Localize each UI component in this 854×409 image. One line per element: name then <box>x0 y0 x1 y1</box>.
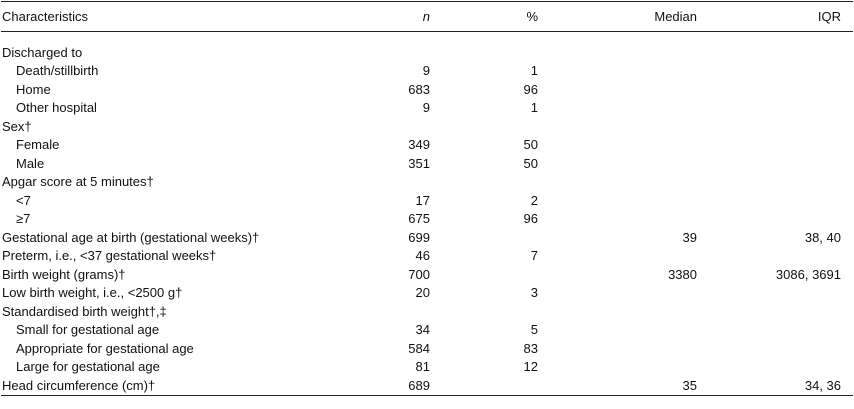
cell-iqr <box>704 155 853 174</box>
cell-iqr <box>704 210 853 229</box>
row-label: Standardised birth weight†,‡ <box>2 303 167 319</box>
cell-iqr <box>704 247 853 266</box>
table-row <box>1 99 853 118</box>
cell-n: 349 <box>408 137 430 153</box>
header-n: n <box>288 2 432 32</box>
cell-median <box>540 173 704 192</box>
cell-percent: 7 <box>530 248 538 264</box>
cell-iqr <box>704 44 853 63</box>
cell-n: 9 <box>422 100 430 116</box>
row-label: Home <box>16 81 51 97</box>
row-label: Male <box>16 155 45 171</box>
cell-percent <box>432 44 540 63</box>
characteristics-table <box>1 1 853 396</box>
row-label: Large for gestational age <box>16 359 160 375</box>
cell-percent <box>432 266 540 285</box>
cell-n: 46 <box>415 248 430 264</box>
table-row <box>1 303 853 322</box>
table-row <box>1 377 853 396</box>
header-percent: % <box>432 2 540 32</box>
cell-n: 689 <box>288 377 432 396</box>
table-row <box>1 321 853 340</box>
cell-n: 683 <box>408 81 430 97</box>
row-label: Discharged to <box>2 44 83 60</box>
row-label: Death/stillbirth <box>16 63 99 79</box>
cell-n: 9 <box>422 63 430 79</box>
row-label: Appropriate for gestational age <box>16 340 194 356</box>
cell-percent: 5 <box>530 322 538 338</box>
cell-n <box>288 44 432 63</box>
table-row <box>1 118 853 137</box>
row-label: ≥7 <box>16 211 31 227</box>
cell-median <box>540 81 704 100</box>
table-row <box>1 284 853 303</box>
cell-iqr <box>704 303 853 322</box>
cell-percent <box>432 229 540 248</box>
table-row <box>1 155 853 174</box>
row-label: Low birth weight, i.e., <2500 g† <box>2 285 183 301</box>
cell-iqr: 34, 36 <box>704 377 853 396</box>
cell-n <box>288 118 432 137</box>
cell-n: 699 <box>408 229 430 245</box>
row-label: Head circumference (cm)† <box>1 377 288 396</box>
table-row <box>1 247 853 266</box>
cell-percent <box>432 173 540 192</box>
cell-median <box>540 303 704 322</box>
cell-percent: 50 <box>523 155 538 171</box>
table-row <box>1 266 853 285</box>
table-row <box>1 44 853 63</box>
cell-median <box>540 247 704 266</box>
table-body <box>1 32 853 396</box>
cell-n: 700 <box>408 266 430 282</box>
cell-median <box>540 118 704 137</box>
header-iqr: IQR <box>704 2 853 32</box>
table-row <box>1 210 853 229</box>
cell-percent <box>432 377 540 396</box>
cell-n: 20 <box>415 285 430 301</box>
cell-percent: 2 <box>530 192 538 208</box>
table-header <box>1 2 853 32</box>
table-row <box>1 340 853 359</box>
row-label: Preterm, i.e., <37 gestational weeks† <box>2 248 217 264</box>
cell-iqr <box>704 192 853 211</box>
header-median: Median <box>540 2 704 32</box>
cell-n: 351 <box>408 155 430 171</box>
table-row <box>1 62 853 81</box>
table-row <box>1 358 853 377</box>
table-row <box>1 173 853 192</box>
cell-iqr <box>704 321 853 340</box>
cell-n: 584 <box>408 340 430 356</box>
cell-median <box>540 284 704 303</box>
row-label: Sex† <box>2 118 32 134</box>
cell-iqr <box>704 136 853 155</box>
cell-median <box>540 44 704 63</box>
header-row <box>1 2 853 32</box>
cell-n <box>288 173 432 192</box>
cell-iqr <box>704 358 853 377</box>
cell-iqr <box>704 284 853 303</box>
cell-median <box>540 136 704 155</box>
cell-n: 34 <box>415 322 430 338</box>
cell-iqr: 38, 40 <box>804 229 841 245</box>
cell-percent: 83 <box>523 340 538 356</box>
cell-iqr <box>704 340 853 359</box>
cell-median <box>540 155 704 174</box>
cell-percent: 1 <box>530 100 538 116</box>
cell-iqr <box>704 118 853 137</box>
cell-iqr <box>704 99 853 118</box>
cell-median <box>540 340 704 359</box>
cell-iqr <box>704 62 853 81</box>
cell-percent: 12 <box>523 359 538 375</box>
cell-median <box>540 321 704 340</box>
table-row <box>1 192 853 211</box>
cell-median <box>540 62 704 81</box>
row-label: Gestational age at birth (gestational weeks)† <box>2 229 260 245</box>
cell-percent <box>432 118 540 137</box>
cell-percent: 50 <box>523 137 538 153</box>
cell-median: 3380 <box>668 266 697 282</box>
cell-percent: 1 <box>530 63 538 79</box>
table-row <box>1 81 853 100</box>
cell-median: 39 <box>682 229 697 245</box>
cell-median <box>540 358 704 377</box>
cell-median <box>540 210 704 229</box>
cell-median <box>540 192 704 211</box>
cell-n: 17 <box>415 192 430 208</box>
cell-percent: 96 <box>523 211 538 227</box>
cell-median <box>540 99 704 118</box>
row-label: Other hospital <box>16 100 97 116</box>
data-table <box>1 1 853 396</box>
row-label: <7 <box>16 192 31 208</box>
cell-n <box>288 303 432 322</box>
cell-n: 675 <box>408 211 430 227</box>
row-label: Small for gestational age <box>16 322 160 338</box>
row-label: Birth weight (grams)† <box>2 266 126 282</box>
cell-iqr: 3086, 3691 <box>775 266 841 282</box>
cell-iqr <box>704 81 853 100</box>
row-label: Apgar score at 5 minutes† <box>2 174 154 190</box>
cell-percent: 96 <box>523 81 538 97</box>
cell-n: 81 <box>415 359 430 375</box>
table-row <box>1 136 853 155</box>
cell-percent <box>432 303 540 322</box>
spacer-row <box>1 32 853 44</box>
cell-median: 35 <box>540 377 704 396</box>
cell-percent: 3 <box>530 285 538 301</box>
cell-iqr <box>704 173 853 192</box>
header-characteristics: Characteristics <box>1 2 288 32</box>
table-row <box>1 229 853 248</box>
row-label: Female <box>16 137 60 153</box>
